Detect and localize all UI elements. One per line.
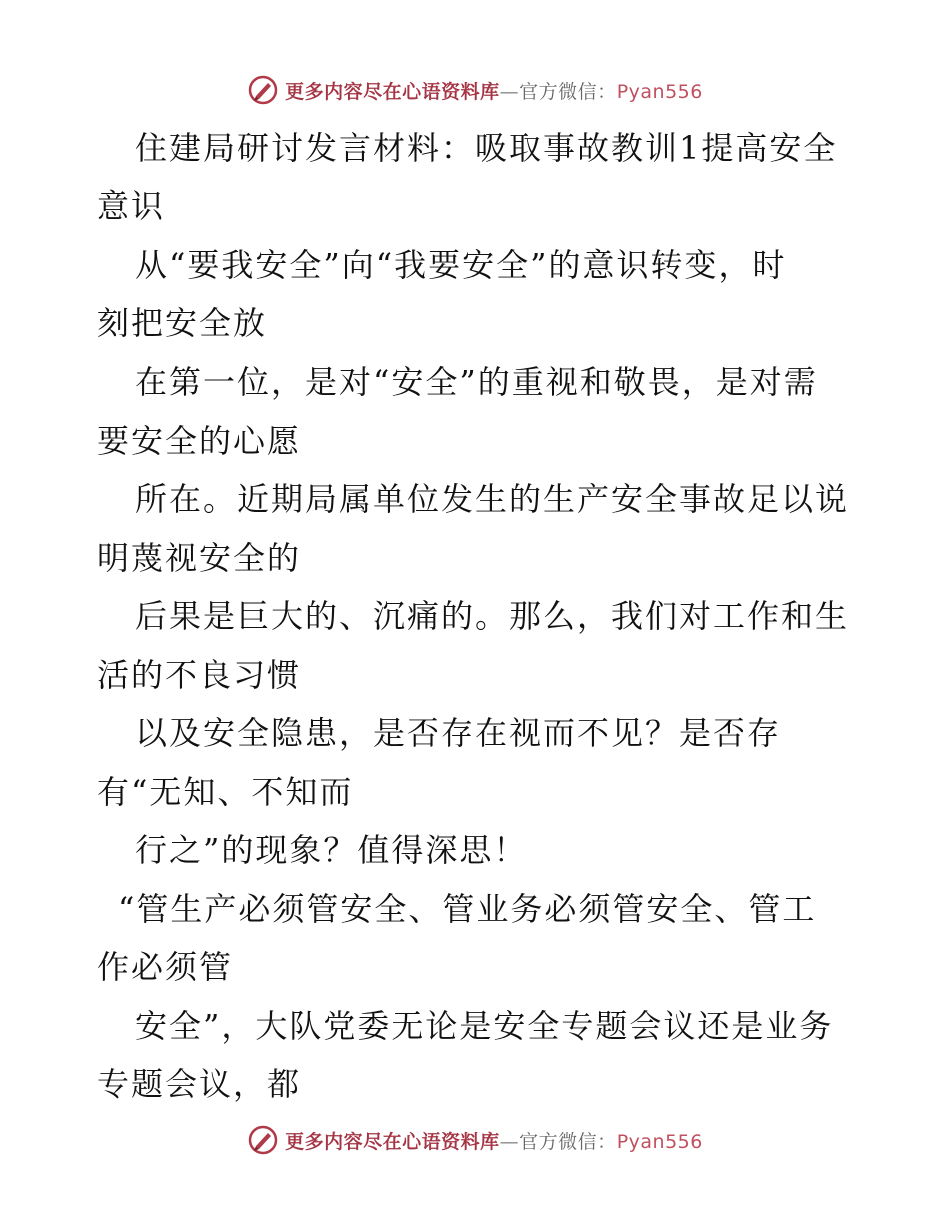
- banner-sub-text: 官方微信：: [519, 1130, 617, 1153]
- banner-wechat-id: Pyan556: [616, 1130, 703, 1153]
- banner-wechat-id: Pyan556: [616, 80, 703, 103]
- banner-main-text: 更多内容尽在心语资料库: [285, 80, 500, 103]
- banner-main-text: 更多内容尽在心语资料库: [285, 1130, 500, 1153]
- text-line: 要安全的心愿: [97, 422, 302, 460]
- text-line: 所在。近期局属单位发生的生产安全事故足以说: [135, 480, 850, 518]
- pen-logo-icon: [247, 1124, 279, 1156]
- text-line: “管生产必须管安全、管业务必须管安全、管工: [118, 890, 817, 928]
- text-line: 专题会议，都: [97, 1065, 302, 1103]
- pen-logo-icon: [247, 74, 279, 106]
- text-line: 从“要我安全”向“我要安全”的意识转变，时: [135, 246, 787, 284]
- text-line: 有“无知、不知而: [97, 773, 354, 811]
- text-line: 后果是巨大的、沉痛的。那么，我们对工作和生: [135, 597, 850, 635]
- header-watermark-banner: [0, 70, 950, 110]
- text-line: 住建局研讨发言材料：吸取事故教训1提高安全: [135, 129, 838, 167]
- text-line: 明蔑视安全的: [97, 539, 302, 577]
- banner-sub-text: 官方微信：: [519, 80, 617, 103]
- footer-watermark-banner: [0, 1120, 950, 1160]
- text-line: 作必须管: [97, 948, 234, 986]
- text-line: 安全”，大队党委无论是安全专题会议还是业务: [135, 1007, 834, 1045]
- banner-dash: —: [499, 1130, 520, 1153]
- text-line: 活的不良习惯: [97, 656, 302, 694]
- text-line: 刻把安全放: [97, 304, 268, 342]
- banner-dash: —: [499, 80, 520, 103]
- text-line: 在第一位，是对“安全”的重视和敬畏，是对需: [135, 363, 818, 401]
- text-line: 意识: [97, 187, 166, 225]
- text-line: 行之”的现象？值得深思！: [135, 831, 528, 869]
- text-line: 以及安全隐患，是否存在视而不见？是否存: [135, 714, 782, 752]
